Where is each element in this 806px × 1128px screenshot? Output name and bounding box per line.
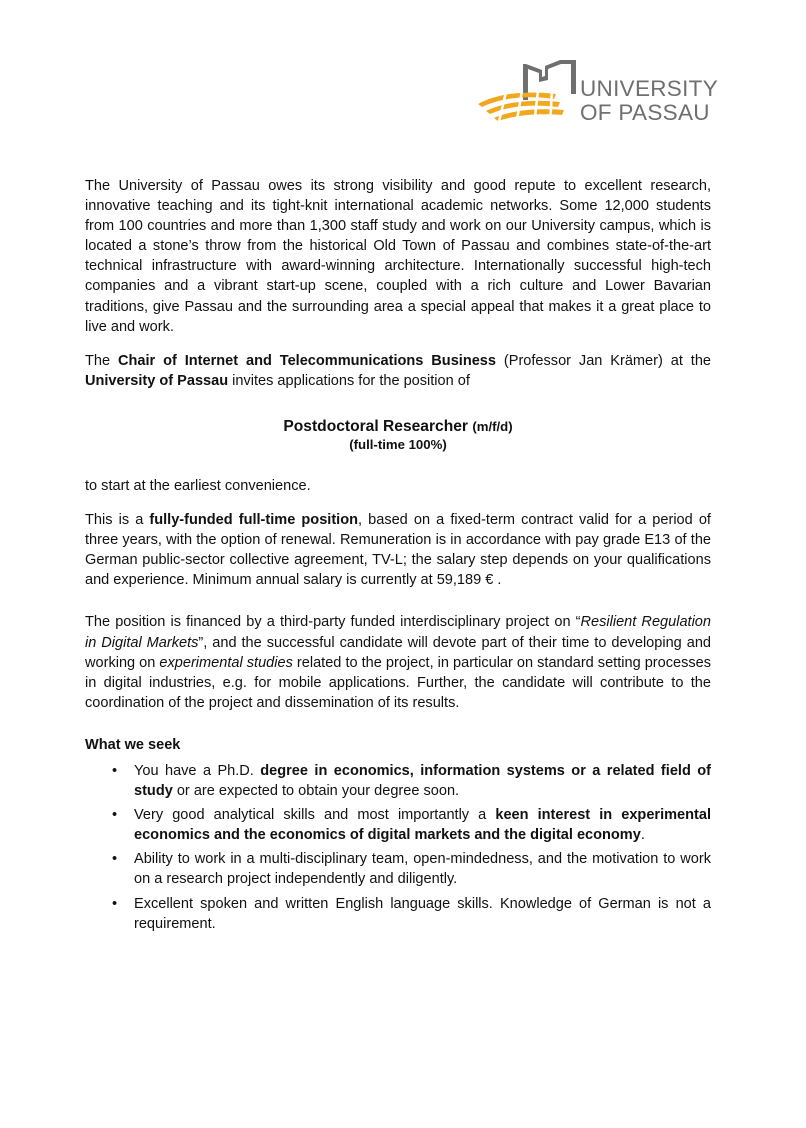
project-part-3: related to the project, in particular on standard setting processes in digital industries, e.g. for mobile applications. Further, the candidate will contribute to the coordination of the project and dissemination of its results. [85,654,712,711]
requirements-list [85,761,711,934]
item-pre: Ability to work in a multi-disciplinary team, open-mindedness, and the motivation to work on a research project independently and diligently. [134,851,711,888]
project-paragraph [85,612,711,712]
logo-line-2: OF PASSAU [580,100,710,125]
item-pre: Very good analytical skills and most importantly a [134,807,487,824]
position-title-text: Postdoctoral Researcher [283,417,468,435]
contract-lead: This is a [85,512,144,529]
position-hours: (full-time 100%) [349,436,447,452]
item-pre: You have a Ph.D. [134,762,254,779]
list-item [85,761,711,801]
bullet-icon: • [112,895,118,912]
list-item [85,849,711,889]
university-emblem [476,60,580,132]
contract-bold: fully-funded full-time position [149,512,358,529]
item-bold: degree in economics, information systems or a related field of study [134,762,711,800]
university-logo [476,60,720,132]
university-name: University of Passau [85,372,229,389]
what-we-seek-heading: What we seek [85,736,181,753]
invite-the: The [85,352,111,369]
item-post: . [640,827,645,844]
invite-rest: invites applications for the position of [232,372,470,389]
item-post: or are expected to obtain your degree soon. [176,783,460,800]
bullet-icon: • [112,807,118,824]
project-italic-2: experimental studies [159,654,293,671]
position-title [85,417,711,436]
chair-name: Chair of Internet and Telecommunications Business [118,352,496,369]
position-title-block [85,417,711,453]
start-date-text: to start at the earliest convenience. [85,477,311,494]
professor-name: (Professor Jan Krämer) at the [503,352,711,369]
project-italic-1: Resilient Regulation in Digital Markets [85,614,711,651]
contract-rest: , based on a fixed-term contract valid for a period of three years, with the option of renewal. Remuneration is in accordance with pay grade E13 of the German public-sector collective agreement, TV-L; the salary step depends on your qualifications and experience. Minimum annual salary is currently at 59,189 € . [85,512,711,589]
item-bold: keen interest in experimental economics and the economics of digital markets and the digital economy [134,807,711,844]
position-gender: (m/f/d) [472,418,513,434]
bullet-icon: • [112,762,118,779]
intro-paragraph: The University of Passau owes its strong visibility and good repute to excellent research, innovative teaching and its tight-knit international academic networks. Some 12,000 students from 100 countries and more than 1,300 staff study and work on our University campus, which is located a stone’s throw from the historical Old Town of Passau and combines state-of-the-art technical infrastructure with award-winning architecture. Internationally successful high-tech companies and a vibrant start-up scene, coupled with a rich culture and Lower Bavarian traditions, give Passau and the surrounding area a special appeal that makes it a great place to live and work. [85,178,711,335]
logo-line-1: UNIVERSITY [580,76,719,101]
project-part-1: The position is financed by a third-party funded interdisciplinary project on “ [85,614,581,631]
logo-wordmark [580,77,718,125]
bullet-icon: • [112,851,118,868]
list-item [85,894,711,934]
job-posting-body [85,176,711,938]
list-item [85,805,711,845]
contract-paragraph [85,510,711,590]
project-part-2: ”, and the successful candidate will devote part of their time to developing and working on [85,634,712,671]
invite-paragraph [85,351,711,391]
item-pre: Excellent spoken and written English language skills. Knowledge of German is not a requirement. [134,895,711,932]
